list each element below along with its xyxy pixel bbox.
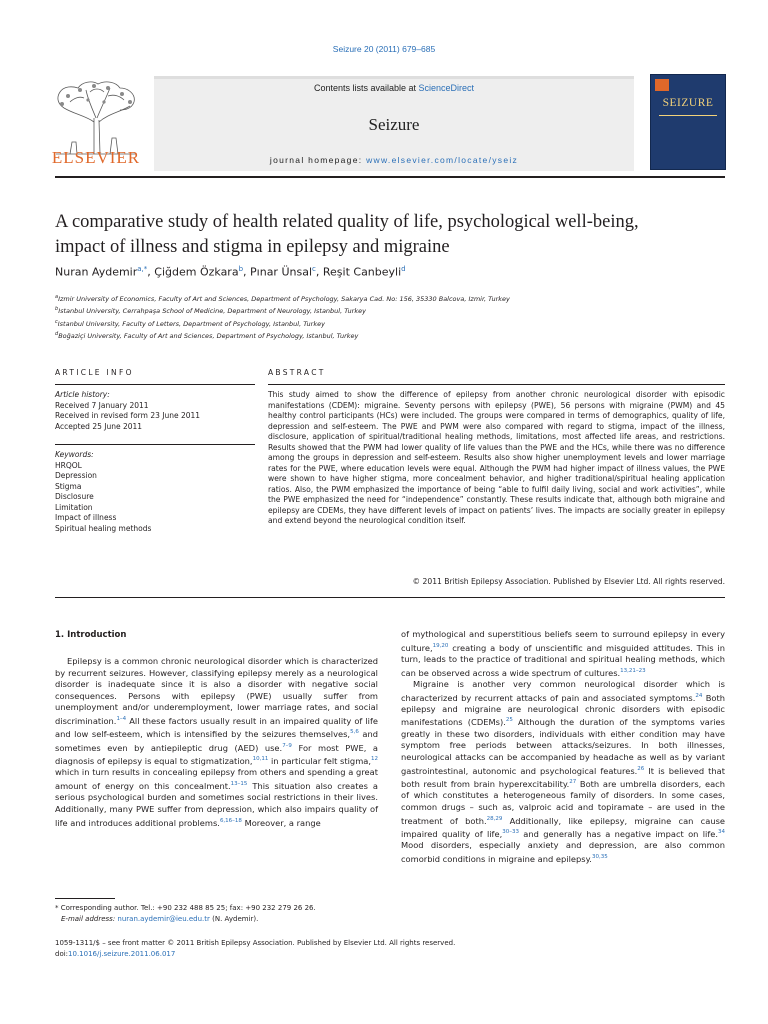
keyword-list [55,450,255,534]
citation-link[interactable]: 34 [718,828,726,835]
cover-logo-icon [655,79,669,91]
email-link[interactable]: nuran.aydemir@ieu.edu.tr [117,914,210,923]
affiliation-key: b [55,306,59,313]
author-affiliation-mark[interactable]: a,* [137,265,148,273]
keyword-item: Disclosure [55,492,94,501]
history-item: Received 7 January 2011 [55,400,149,410]
email-suffix: (N. Aydemir). [209,914,259,923]
abstract-text: This study aimed to show the difference of epilepsy from another chronic neurological disorder with episodic manifestations (CDEM): migraine. Seventy persons with epilepsy (PWE), 56 persons with migraine (PWM) and 45 healthy control participants (HCs) were included. The groups were compared in terms of demographics, quality of life, depression and self-esteem. The PWE and PWM were also compared with regard to stigma, impact of the illness, disclosure, application of spiritual/traditional healing methods, limitations, most affected life areas, and restrictions. Results showed that the PWM had lower quality of life values than the PWE and the HCs, while there was no difference among the groups in depression and self-esteem. Results also show higher unemployment levels and lower marriage rates for the PWE, where education levels were equal. Although the PWM had higher impact of illness values, the PWE were shown to have higher stigma, more concealment behavior, and higher traditional/spiritual healing application ratios. Also, the PWM emphasized the importance of being “able to fulfil daily living, social and work activities”, while the PWE emphasized the need for “independence” constantly. These results indicate that, although both migraine and epilepsy are CDEMs, they have different levels of impact on patients’ lives. The impacts are socially greater in epilepsy and extend beyond the neurological condition itself. [268,390,725,525]
keyword-item: Stigma [55,481,82,491]
publisher-logo [50,78,142,170]
footnote-star: * [55,904,59,912]
citation-link[interactable]: 25 [505,717,513,724]
citation-link[interactable]: 19,20 [432,642,449,649]
author-affiliation-mark[interactable]: d [401,265,406,273]
history-label: Article history: [55,390,110,399]
author-name: Pınar Ünsal [250,265,313,279]
article-title-line: A comparative study of health related quality of life, psychological well-being, [55,212,639,232]
author-name: Nuran Aydemir [55,265,138,279]
citation-link[interactable]: 6,16–18 [219,817,242,824]
footnote-rule [55,898,115,899]
abstract-copyright: © 2011 British Epilepsy Association. Published by Elsevier Ltd. All rights reserved. [412,577,725,586]
keyword-item: HRQOL [55,460,82,470]
keyword-item: Impact of illness [55,513,117,522]
cover-divider [659,115,717,116]
affiliation-text: Boğaziçi University, Faculty of Art and Sciences, Department of Psychology, Istanbul, Turkey [58,332,359,341]
keyword-item: Spiritual healing methods [55,523,152,533]
homepage-link[interactable]: www.elsevier.com/locate/yseiz [366,155,519,165]
keyword-item: Depression [55,471,97,480]
affiliation-item [55,304,725,316]
issn-line: 1059-1311/$ – see front matter © 2011 British Epilepsy Association. Published by Elsevier Ltd. All rights reserved. [55,939,456,947]
citation-link[interactable]: 27 [569,778,577,785]
citation-link[interactable]: 24 [695,692,703,699]
body-column-right [401,629,725,865]
email-label: E-mail address: [61,914,118,923]
author-name: Çiğdem Özkara [154,265,239,279]
body-paragraph: of mythological and superstitious beliefs seem to surround epilepsy in every culture,$^{19,20}$ creating a body of unscientific and misguided attitudes. This in turn, leads to the practice of traditional and spiritual healing methods, which can be observed across a wide spectrum of cultures.$^{13,21-23}$ [401,629,725,678]
history-rule [55,444,255,445]
doi-prefix: doi: [55,950,69,958]
author-separator: , [243,265,251,279]
contents-line [154,83,634,93]
contents-prefix: Contents lists available at [313,83,419,93]
article-title-line: impact of illness and stigma in epilepsy and migraine [55,237,450,257]
body-paragraph: Migraine is another very common neurological disorder which is characterized by recurrent attacks of pain and associated symptoms.$^{24}$ Both epilepsy and migraine are neurological chronic disorders with episodic manifestations (CDEMs).$^{25}$ Although the duration of the symptoms varies greatly in these two disorders, individuals with either condition may have symptom free periods between attacks/seizures. In both illnesses, neurological attacks can be accompanied by headache as well as by variant gastrointestinal, autonomic and psychological features.$^{26}$ It is believed that both result from brain hyperexcitability.$^{27}$ Both are umbrella disorders, each of which constitutes a heterogeneous family of disorders. In some cases, common drugs – such as, valproic acid and topiramate – are used in the treatment of both.$^{28,29}$ Additionally, like epilepsy, migraine can cause impaired quality of life,$^{30-33}$ and generally has a negative impact on life.$^{34}$ Mood disorders, especially anxiety and depression, are also common comorbid conditions in migraine and epilepsy.$^{30,35}$ [401,678,726,864]
citation-link[interactable]: 10,11 [252,756,269,763]
affiliation-key: c [55,318,58,325]
footnote-text: Corresponding author. Tel.: +90 232 488 85 25; fax: +90 232 279 26 26. [58,904,316,912]
keywords-label: Keywords: [55,450,94,459]
author-name: Reşit Canbeyli [322,265,402,279]
journal-citation[interactable]: Seizure 20 (2011) 679–685 [332,44,436,54]
citation-link[interactable]: 1–4 [116,715,127,722]
affiliation-list [55,292,725,341]
citation-link[interactable]: 30–33 [502,828,519,835]
corresponding-author-footnote [55,903,385,924]
sciencedirect-link[interactable]: ScienceDirect [418,83,475,93]
abstract-end-rule [55,597,725,598]
journal-header [50,74,724,170]
affiliation-item [55,317,725,329]
article-info-heading: ARTICLE INFO [55,368,134,377]
publisher-name: ELSEVIER [51,148,141,167]
affiliation-key: d [55,331,59,338]
article-history [55,390,255,432]
elsevier-tree-logo-icon [50,78,142,156]
affiliation-item [55,329,725,341]
abstract-rule [268,384,725,385]
body-paragraph: Epilepsy is a common chronic neurological disorder which is characterized by recurrent seizures. However, classifying epilepsy merely as a neurological disorder is inadequate since it is also a disorder with negative social consequences. Persons with epilepsy (PWE) usually suffer from unemployment and/or underemployment, lower marriage rates, and social discrimination.$^{1-4}$ All these factors usually result in an impaired quality of life and low self-esteem, which is intensified by the seizures themselves,$^{5,6}$ and sometimes even by antiepileptic drug (AED) use.$^{7-9}$ For most PWE, a diagnosis of epilepsy is equal to stigmatization,$^{10,11}$ in particular felt stigma,$^{12}$ which in turn results in concealing epilepsy from others and spending a great amount of energy on this concealment.$^{13-15}$ This situation also creates a serious psychological burden and sometimes social restrictions in their lives. Additionally, many PWE suffer from depression, which also impairs quality of life and introduces additional problems.$^{6,16-18}$ Moreover, a range [55,656,379,828]
author-separator: , [147,265,155,279]
doi-link[interactable]: 10.1016/j.seizure.2011.06.017 [68,950,176,958]
citation-link[interactable]: 13–15 [230,781,248,787]
header-rule [55,176,725,178]
affiliation-text: Izmir University of Economics, Faculty of Art and Sciences, Department of Psychology, Sakarya Cad. No: 156, 35330 Balcova, Izmir, Turkey [58,295,510,304]
article-info-rule [55,384,255,385]
citation-link[interactable]: 5,6 [350,729,359,736]
cover-title: SEIZURE [662,97,714,109]
author-separator: , [315,265,323,279]
keyword-item: Limitation [55,502,93,512]
citation-link[interactable]: 28,29 [486,815,503,822]
homepage-prefix: journal homepage: [269,155,367,165]
affiliation-item [55,292,725,304]
section-heading: 1. Introduction [55,630,127,640]
homepage-line [154,155,634,165]
citation-link[interactable]: 7–9 [282,742,292,749]
affiliation-key: a [55,294,59,300]
article-title [55,210,725,260]
journal-name: Seizure [368,115,420,134]
history-item: Accepted 25 June 2011 [55,421,143,431]
affiliation-text: Istanbul University, Cerrahpaşa School of Medicine, Department of Neurology, Istanbul, Turkey [58,307,366,316]
author-affiliation-mark[interactable]: b [238,265,244,273]
journal-cover [650,74,726,170]
journal-masthead [154,76,634,171]
body-column-left [55,656,378,829]
citation-link[interactable]: 26 [637,765,645,772]
bottom-info [55,938,725,960]
author-affiliation-mark[interactable]: c [312,265,316,273]
abstract-heading: ABSTRACT [268,368,326,377]
author-list [55,265,725,279]
citation-link[interactable]: 30,35 [591,853,608,860]
citation-link[interactable]: 13,21–23 [620,667,646,674]
citation-link[interactable]: 12 [371,756,379,763]
affiliation-text: Istanbul University, Faculty of Letters, Department of Psychology, Istanbul, Turkey [57,319,325,328]
history-item: Received in revised form 23 June 2011 [55,411,201,420]
